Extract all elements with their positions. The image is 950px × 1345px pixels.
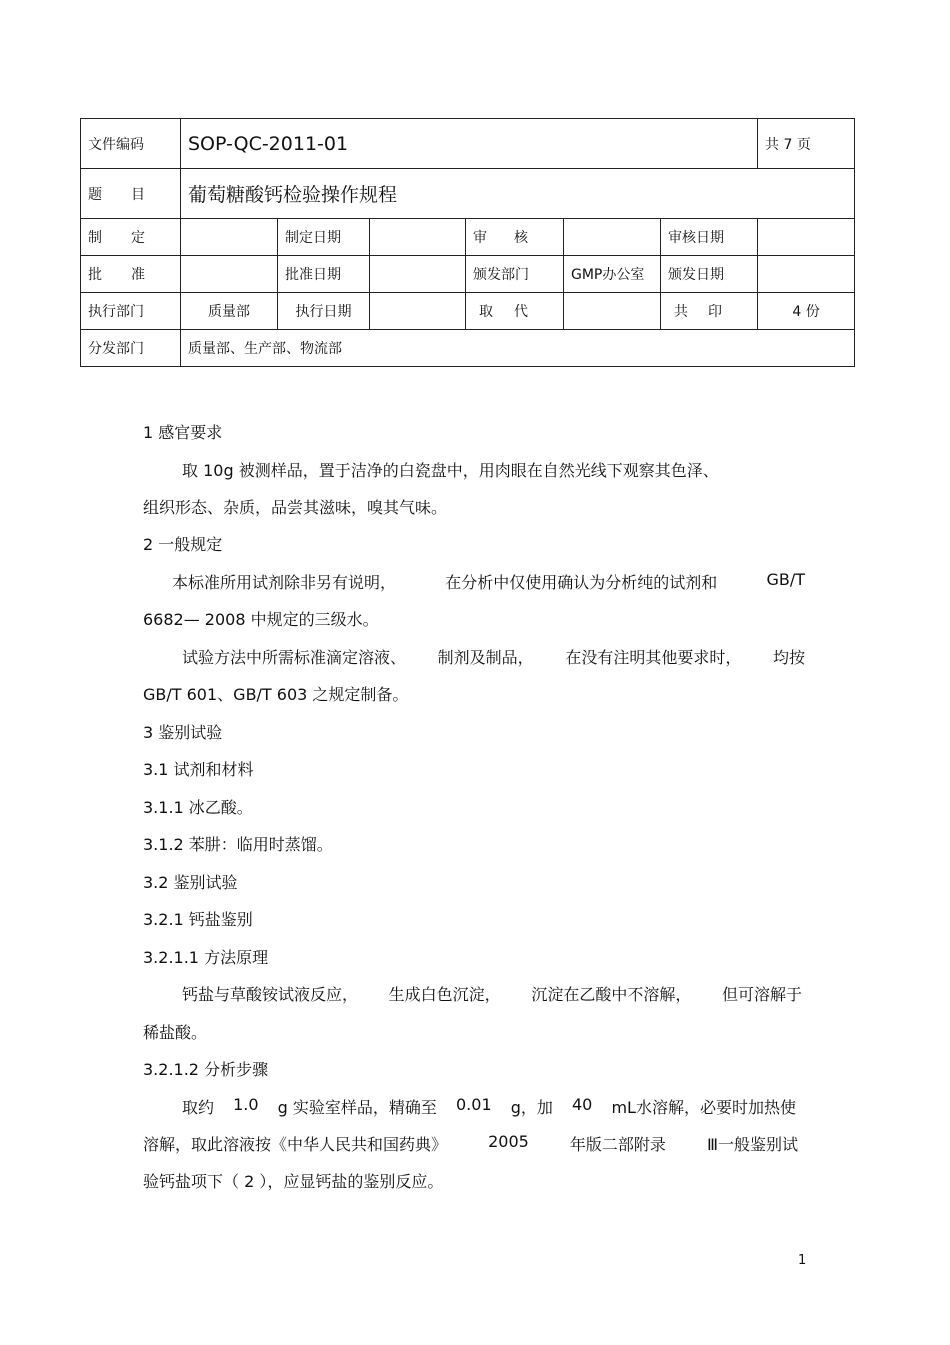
file-code-value: SOP-QC-2011-01: [181, 119, 758, 169]
drafted-value: [181, 219, 278, 256]
section-2-paragraph-2-line-2: GB/T 601、GB/T 603 之规定制备。: [143, 685, 409, 704]
section-3-1-2: 3.1.2 苯肼：临用时蒸馏。: [143, 835, 333, 854]
document-title: 葡萄糖酸钙检验操作规程: [181, 169, 855, 219]
print-label: 共 印: [661, 293, 758, 330]
section-3-heading: 3 鉴别试验: [143, 723, 223, 742]
section-3-1-1: 3.1.1 冰乙酸。: [143, 798, 253, 817]
section-2-paragraph-1-line-1: 本标准所用试剂除非另有说明， 在分析中仅使用确认为分析纯的试剂和 GB/T: [172, 570, 805, 592]
section-1-paragraph-line-2: 组织形态、杂质，品尝其滋味，嗅其气味。: [143, 498, 448, 517]
issue-dept-label: 颁发部门: [466, 256, 564, 293]
replace-label: 取 代: [466, 293, 564, 330]
section-3-2-1-1-paragraph-line-1: 钙盐与草酸铵试液反应， 生成白色沉淀， 沉淀在乙酸中不溶解， 但可溶解于: [182, 985, 802, 1004]
section-1-paragraph-line-1: 取 10g 被测样品，置于洁净的白瓷盘中，用肉眼在自然光线下观察其色泽、: [182, 461, 719, 480]
document-header-table: [80, 118, 855, 367]
review-label: 审 核: [466, 219, 564, 256]
section-3-1-heading: 3.1 试剂和材料: [143, 760, 254, 779]
section-3-2-1-1-heading: 3.2.1.1 方法原理: [143, 948, 269, 967]
issue-date-label: 颁发日期: [661, 256, 758, 293]
section-2-paragraph-2-line-1: 试验方法中所需标准滴定溶液、 制剂及制品， 在没有注明其他要求时， 均按: [182, 648, 805, 667]
section-3-2-heading: 3.2 鉴别试验: [143, 873, 238, 892]
review-date-value: [758, 219, 855, 256]
replace-value: [564, 293, 661, 330]
draft-date-label: 制定日期: [278, 219, 370, 256]
draft-date-value: [370, 219, 466, 256]
approve-date-label: 批准日期: [278, 256, 370, 293]
section-1-heading: 1 感官要求: [143, 423, 223, 442]
approve-date-value: [370, 256, 466, 293]
exec-date-value: [370, 293, 466, 330]
distribute-value: 质量部、生产部、物流部: [181, 330, 855, 367]
section-2-heading: 2 一般规定: [143, 535, 223, 554]
total-pages: 共 7 页: [758, 119, 855, 169]
review-date-label: 审核日期: [661, 219, 758, 256]
title-label: 题 目: [81, 169, 181, 219]
section-3-2-1-heading: 3.2.1 钙盐鉴别: [143, 910, 253, 929]
issue-date-value: [758, 256, 855, 293]
section-3-2-1-2-paragraph-line-3: 验钙盐项下（ 2 ），应显钙盐的鉴别反应。: [143, 1172, 444, 1191]
section-3-2-1-1-paragraph-line-2: 稀盐酸。: [143, 1023, 208, 1042]
section-2-paragraph-1-line-2: 6682— 2008 中规定的三级水。: [143, 610, 379, 629]
issue-dept-value: GMP办公室: [564, 256, 661, 293]
page-number: 1: [798, 1253, 807, 1268]
exec-dept-value: 质量部: [181, 293, 278, 330]
exec-date-label: 执行日期: [278, 293, 370, 330]
distribute-label: 分发部门: [81, 330, 181, 367]
review-value: [564, 219, 661, 256]
section-3-2-1-2-paragraph-line-2: 溶解，取此溶液按《中华人民共和国药典》 2005 年版二部附录 Ⅲ一般鉴别试: [143, 1132, 798, 1154]
section-3-2-1-2-heading: 3.2.1.2 分析步骤: [143, 1060, 269, 1079]
file-code-label: 文件编码: [81, 119, 181, 169]
section-3-2-1-2-paragraph-line-1: 取约 1.0 g 实验室样品，精确至 0.01 g，加 40 mL水溶解，必要时加热使: [182, 1095, 796, 1117]
exec-dept-label: 执行部门: [81, 293, 181, 330]
approve-label: 批 准: [81, 256, 181, 293]
drafted-label: 制 定: [81, 219, 181, 256]
print-value: 4 份: [758, 293, 855, 330]
approve-value: [181, 256, 278, 293]
